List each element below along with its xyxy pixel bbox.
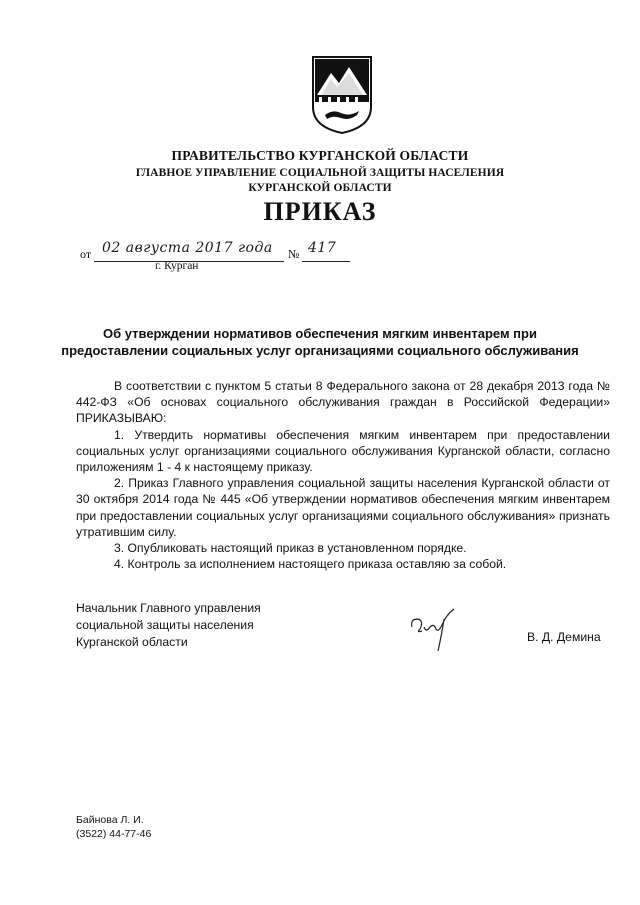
- signatory-title-line1: Начальник Главного управления: [76, 601, 261, 615]
- subject-line2: предоставлении социальных услуг организациями социального обслуживания: [61, 343, 579, 358]
- order-subject: [40, 325, 600, 359]
- subject-line1: Об утверждении нормативов обеспечения мягким инвентарем при: [103, 326, 537, 341]
- order-date: 02 августа 2017 года: [102, 240, 273, 256]
- organization-name: ПРАВИТЕЛЬСТВО КУРГАНСКОЙ ОБЛАСТИ: [171, 148, 469, 163]
- number-underline: [302, 261, 350, 262]
- body-paragraph-item3: 3. Опубликовать настоящий приказ в установленном порядке.: [114, 541, 467, 556]
- department-name-line1: ГЛАВНОЕ УПРАВЛЕНИЕ СОЦИАЛЬНОЙ ЗАЩИТЫ НАСЕЛЕНИЯ: [135, 167, 505, 179]
- coat-of-arms-icon: [311, 55, 373, 135]
- executor-phone: (3522) 44-77-46: [76, 828, 152, 840]
- order-number: 417: [308, 240, 337, 256]
- order-date-number-row: [80, 241, 350, 263]
- signatory-title: [76, 600, 261, 651]
- number-prefix: №: [288, 247, 300, 261]
- body-paragraph-item1: 1. Утвердить нормативы обеспечения мягким инвентарем при предоставлении социальных услуг организациями социального обслуживания Курганской области, согласно приложениям 1 - 4 к настоящему приказу.: [76, 427, 610, 475]
- date-prefix: от: [80, 247, 92, 261]
- order-body: [76, 378, 610, 572]
- signatory-title-line3: Курганской области: [76, 635, 188, 649]
- signatory-name: В. Д. Демина: [527, 630, 601, 644]
- handwritten-signature: [408, 605, 468, 655]
- city-label: г. Курган: [155, 260, 199, 272]
- executor-name: Байнова Л. И.: [76, 814, 144, 826]
- executor-info: [76, 813, 151, 841]
- document-type-title: ПРИКАЗ: [263, 197, 377, 226]
- signatory-title-line2: социальной защиты населения: [76, 618, 254, 632]
- body-paragraph-item2: 2. Приказ Главного управления социальной защиты населения Курганской области от 30 октября 2014 года № 445 «Об утверждении нормативов обеспечения мягким инвентарем при предоставлении социальных услуг организациями социального обслуживания» признать утратившим силу.: [76, 476, 610, 539]
- department-name-line2: КУРГАНСКОЙ ОБЛАСТИ: [248, 182, 392, 194]
- body-paragraph-item4: 4. Контроль за исполнением настоящего приказа оставляю за собой.: [114, 557, 507, 572]
- body-paragraph-preamble: В соответствии с пунктом 5 статьи 8 Федерального закона от 28 декабря 2013 года № 442-ФЗ «Об основах социального обслуживания граждан в Российской Федерации» ПРИКАЗЫВАЮ:: [76, 379, 610, 426]
